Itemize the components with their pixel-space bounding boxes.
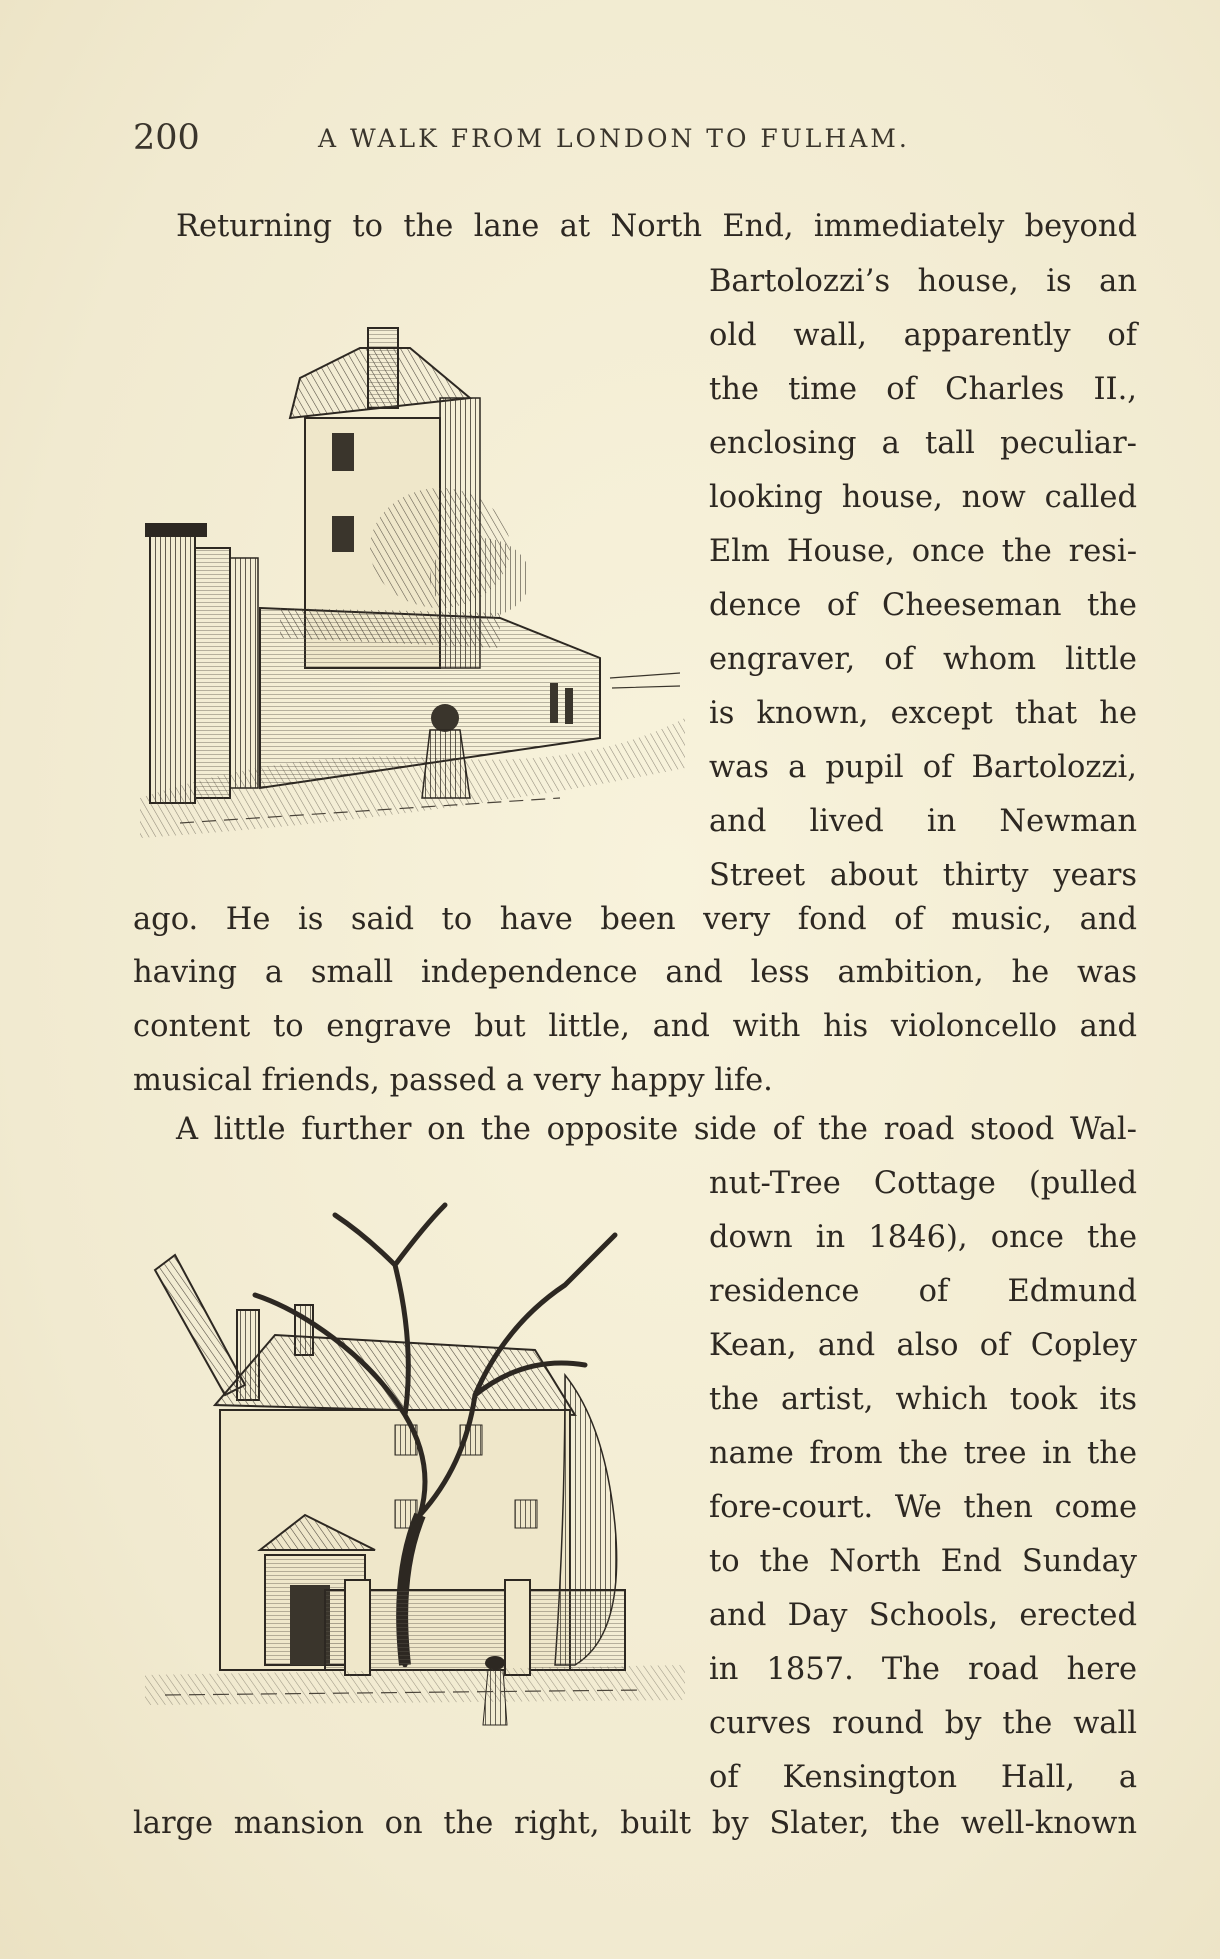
- text-line: and lived in Newman: [709, 804, 1137, 839]
- text-line: was a pupil of Bartolozzi,: [709, 750, 1137, 785]
- text-line: Street about thirty years: [709, 858, 1137, 893]
- elm-house-engraving: [140, 318, 685, 843]
- text-line: content to engrave but little, and with his violoncello and: [133, 1009, 1137, 1044]
- page-header: [133, 118, 963, 158]
- text-line: nut-Tree Cottage (pulled: [709, 1166, 1137, 1201]
- text-line: to the North End Sunday: [709, 1544, 1137, 1579]
- page-number: 200: [133, 118, 200, 158]
- text-line: Returning to the lane at North End, immediately beyond: [176, 209, 1137, 244]
- text-line: Bartolozzi’s house, is an: [709, 264, 1137, 299]
- running-title: A WALK FROM LONDON TO FULHAM.: [318, 124, 910, 153]
- text-line: and Day Schools, erected: [709, 1598, 1137, 1633]
- text-line: large mansion on the right, built by Slater, the well-known: [133, 1806, 1137, 1841]
- text-line: is known, except that he: [709, 696, 1137, 731]
- text-line: Kean, and also of Copley: [709, 1328, 1137, 1363]
- text-line: the artist, which took its: [709, 1382, 1137, 1417]
- text-line: looking house, now called: [709, 480, 1137, 515]
- text-line: in 1857. The road here: [709, 1652, 1137, 1687]
- text-line: having a small independence and less ambition, he was: [133, 955, 1137, 990]
- text-line: A little further on the opposite side of the road stood Wal-: [176, 1112, 1137, 1147]
- text-line: Elm House, once the resi-: [709, 534, 1137, 569]
- text-line: musical friends, passed a very happy life.: [133, 1063, 773, 1098]
- text-line: old wall, apparently of: [709, 318, 1137, 353]
- text-line: engraver, of whom little: [709, 642, 1137, 677]
- text-line: the time of Charles II.,: [709, 372, 1137, 407]
- text-line: dence of Cheeseman the: [709, 588, 1137, 623]
- walnut-tree-cottage-engraving: [145, 1195, 685, 1745]
- text-line: fore-court. We then come: [709, 1490, 1137, 1525]
- text-line: down in 1846), once the: [709, 1220, 1137, 1255]
- text-line: ago. He is said to have been very fond of music, and: [133, 902, 1137, 937]
- text-line: enclosing a tall peculiar-: [709, 426, 1137, 461]
- text-line: curves round by the wall: [709, 1706, 1137, 1741]
- text-line: of Kensington Hall, a: [709, 1760, 1137, 1795]
- text-line: residence of Edmund: [709, 1274, 1137, 1309]
- text-line: name from the tree in the: [709, 1436, 1137, 1471]
